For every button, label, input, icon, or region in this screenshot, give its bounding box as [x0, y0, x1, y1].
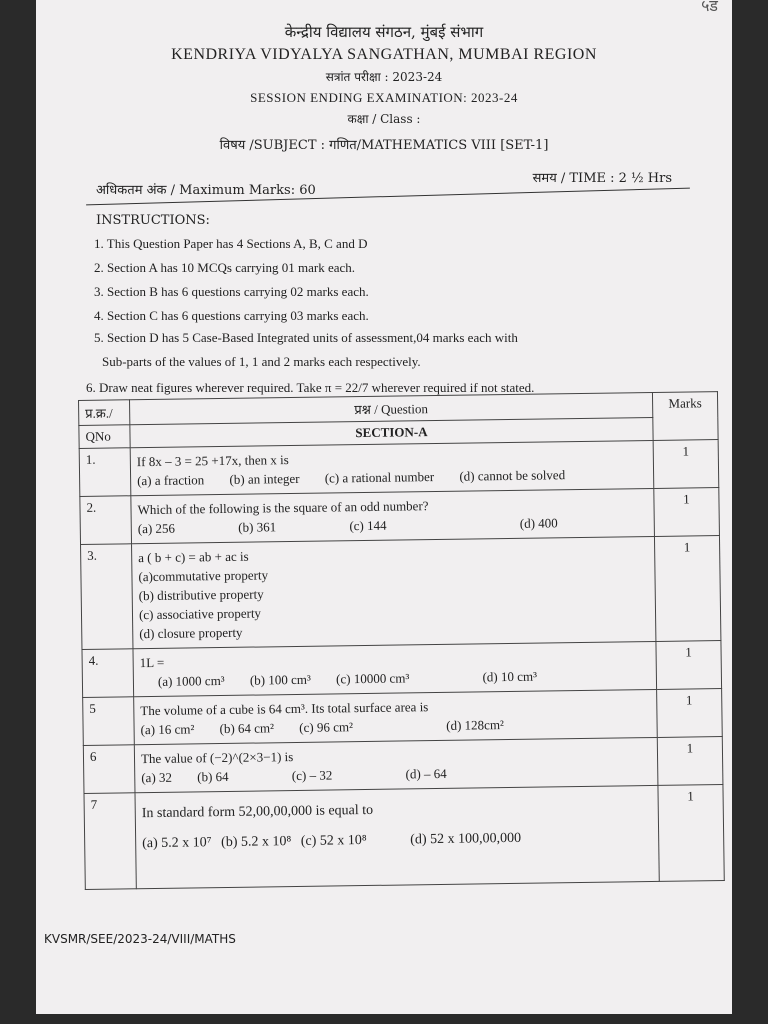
option: (b) 361 — [238, 519, 277, 535]
question-marks: 1 — [654, 488, 720, 537]
option: (a) 5.2 x 10⁷ — [142, 835, 212, 852]
question-cell — [131, 488, 655, 543]
option: (a) 1000 cm³ — [157, 672, 225, 689]
question-number: 7 — [84, 793, 136, 890]
question-cell — [134, 737, 658, 792]
marks-header: Marks — [652, 392, 718, 441]
qno-header-english: QNo — [79, 425, 130, 449]
option: (d) cannot be solved — [459, 467, 566, 484]
question-number: 3. — [81, 544, 133, 650]
option: (b) 100 cm³ — [249, 671, 311, 688]
table-row — [84, 785, 724, 890]
org-name-hindi: केन्द्रीय विद्यालय संगठन, मुंबई संभाग — [284, 23, 484, 41]
option: (c) 144 — [349, 517, 387, 534]
instruction-item: 6. Draw neat figures wherever required. Take π = 22/7 wherever required if not stated. — [86, 380, 535, 395]
question-text: 1L = — [139, 654, 165, 671]
section-heading: SECTION-A — [130, 417, 653, 447]
option: (d) 128cm² — [446, 717, 504, 733]
option: (d) – 64 — [405, 765, 447, 782]
exam-paper — [36, 0, 732, 1014]
question-number: 6 — [83, 745, 135, 794]
subject-line: विषय /SUBJECT : गणित/MATHEMATICS VIII [SET-1] — [219, 138, 549, 153]
question-marks: 1 — [657, 689, 723, 738]
question-marks: 1 — [653, 440, 719, 489]
question-cell — [132, 536, 656, 648]
option: (c) a rational number — [324, 469, 435, 486]
option: (c) 10000 cm³ — [335, 670, 410, 687]
paper-code-footer: KVSMR/SEE/2023-24/VIII/MATHS — [44, 932, 236, 946]
class-line: कक्षा / Class : — [347, 112, 421, 126]
option: (a) 16 cm² — [140, 721, 195, 738]
question-number: 5 — [83, 697, 135, 746]
question-marks: 1 — [654, 536, 720, 642]
option: (d) 10 cm³ — [482, 668, 538, 685]
question-text: The value of (−2)^(2×3−1) is — [140, 749, 294, 767]
question-cell — [134, 689, 658, 744]
exam-time: समय / TIME : 2 ½ Hrs — [532, 171, 672, 186]
option: (b) distributive property — [138, 586, 264, 604]
instruction-item: 1. This Question Paper has 4 Sections A, B, C and D — [94, 236, 368, 251]
max-marks: अधिकतम अंक / Maximum Marks: 60 — [96, 183, 316, 198]
question-text: Which of the following is the square of an odd number? — [137, 498, 429, 518]
instructions-title: INSTRUCTIONS: — [96, 213, 210, 228]
option: (b) 5.2 x 10⁸ — [221, 834, 292, 851]
qno-header-hindi: प्र.क्र./ — [79, 400, 130, 426]
question-cell — [133, 641, 657, 696]
option: (b) 64 — [197, 768, 229, 785]
option: (d) 52 x 100,00,000 — [410, 830, 522, 848]
option: (a)commutative property — [138, 567, 269, 585]
instruction-item: Sub-parts of the values of 1, 1 and 2 marks each respectively. — [102, 354, 421, 369]
option: (d) 400 — [519, 515, 558, 531]
table-row — [81, 536, 721, 650]
option: (d) closure property — [139, 624, 243, 642]
exam-name-hindi: सत्रांत परीक्षा : 2023-24 — [325, 70, 443, 84]
question-number: 1. — [79, 448, 131, 497]
question-cell — [135, 785, 659, 888]
instruction-item: 4. Section C has 6 questions carrying 03 marks each. — [94, 308, 369, 323]
question-text: In standard form 52,00,00,000 is equal to — [141, 802, 374, 822]
exam-name-english: SESSION ENDING EXAMINATION: 2023-24 — [250, 90, 518, 105]
question-number: 4. — [82, 649, 134, 698]
option: (c) associative property — [138, 605, 262, 623]
question-text: If 8x – 3 = 25 +17x, then x is — [136, 452, 289, 470]
question-text: The volume of a cube is 64 cm³. Its total surface area is — [140, 699, 429, 719]
question-text: a ( b + c) = ab + ac is — [138, 548, 249, 566]
instruction-item: 3. Section B has 6 questions carrying 02 marks each. — [94, 284, 369, 299]
question-marks: 1 — [656, 641, 722, 690]
option: (c) 96 cm² — [299, 719, 354, 735]
question-header: प्रश्न / Question — [130, 392, 653, 424]
question-marks: 1 — [657, 737, 723, 786]
instruction-item: 5. Section D has 5 Case-Based Integrated units of assessment,04 marks each with — [94, 330, 518, 345]
option: (b) 64 cm² — [219, 720, 275, 737]
question-cell — [130, 440, 654, 495]
option: (a) a fraction — [137, 472, 205, 489]
option: (a) 32 — [141, 769, 173, 786]
question-table — [78, 391, 725, 890]
option: (a) 256 — [137, 520, 176, 537]
option: (b) an integer — [229, 470, 300, 487]
instruction-item: 2. Section A has 10 MCQs carrying 01 mark each. — [94, 260, 356, 275]
option: (c) – 32 — [291, 767, 333, 784]
org-name-english: KENDRIYA VIDYALYA SANGATHAN, MUMBAI REGION — [171, 46, 597, 63]
question-marks: 1 — [658, 785, 724, 882]
option: (c) 52 x 10⁸ — [300, 833, 367, 849]
corner-mark: ५ड — [701, 0, 718, 15]
question-number: 2. — [80, 496, 132, 545]
